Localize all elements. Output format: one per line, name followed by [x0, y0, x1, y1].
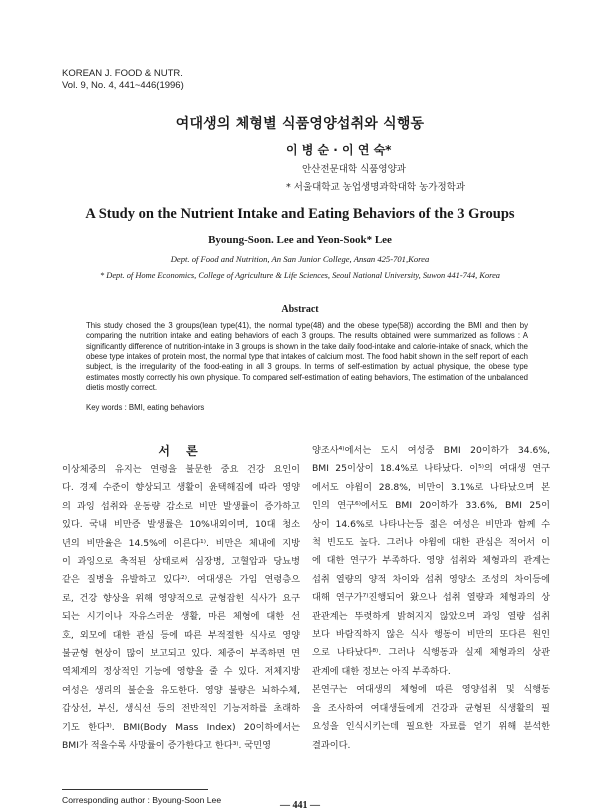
body-line: 양조사⁴⁾에서는 도시 여성중 BMI 20이하가 34.6%,: [312, 445, 550, 456]
affiliation-korean-1: 안산전문대학 식품영양과: [302, 164, 406, 175]
abstract-body: This study chosed the 3 groups(lean type(41), the normal type(48) and the obese type(58)) according the BMI and then by comparing the nutrition intake and eating behaviors of each 3 groups. The results obtained were summarized as follows : A significantly difference of nutrition-intake in 3 groups is shown in the take daily food-intake and calorie-intake of snack, which the obese type intakes of protein most, the normal type that intakes of calcium most. The food habit shown in the self report of each subject, is the irregularity of the food-eating in all 3 groups. In terms of self-estimation by actual physique, the obese type estimates mostly correctly his own physique. To compared self-estimation of eating behaviors, The estimation of the unbalanced dietis mostly correct.: [86, 321, 528, 393]
page-number: — 441 —: [280, 800, 320, 811]
body-line: 불균형 현상이 많이 보고되고 있다. 체중이 부족하면 면: [62, 648, 300, 660]
body-line: 역체계의 정상적인 기능에 영향을 줄 수 있다. 저체지방: [62, 666, 300, 678]
journal-name: KOREAN J. FOOD & NUTR.: [62, 68, 183, 79]
section-title-introduction: 서 론: [158, 444, 204, 458]
title-korean: 여대생의 체형별 식품영양섭취와 식행동: [175, 116, 425, 132]
body-line: 섭취 열량의 양적 차이와 섭취 영양소 조성의 차이등에: [312, 573, 550, 585]
body-line: 에 대한 연구가 부족하다. 영양 섭취와 체형과의 관계는: [312, 555, 550, 567]
body-line: 의 과잉 섭취와 운동량 감소로 비만 발생률이 증가하고: [62, 500, 300, 512]
authors-korean: 이 병 순 · 이 연 숙*: [286, 143, 392, 157]
affiliation-english-2: * Dept. of Home Economics, College of Agriculture & Life Sciences, Seoul National University, Suwon 441-744, Korea: [99, 271, 500, 280]
journal-header: [62, 68, 184, 92]
body-line: 으로 나타났다⁸⁾. 그러나 식행동과 실제 체형과의 상관: [312, 647, 550, 659]
body-column-right: [312, 442, 550, 755]
body-line: 대해 연구가⁷⁾진행되어 왔으나 섭취 열량과 체형과의 상: [312, 592, 550, 604]
body-line: 다. 경제 수준이 향상되고 생활이 윤택해짐에 따라 영양: [62, 482, 300, 494]
corresponding-author: Corresponding author : Byoung-Soon Lee: [62, 795, 222, 805]
body-line: 에서도 야윔이 28.8%, 비만이 3.1%로 나타났으며 본: [312, 481, 550, 493]
authors-english: Byoung-Soon. Lee and Yeon-Sook* Lee: [208, 234, 392, 246]
keywords: Key words : BMI, eating behaviors: [86, 403, 205, 412]
body-line: 기도 한다³⁾. BMI(Body Mass Index) 20이하에서는: [62, 721, 300, 733]
body-line: 본연구는 여대생의 체형에 따른 영양섭취 및 식행동: [312, 684, 550, 696]
body-line: 이 과잉으로 축적된 상태로써 심장병, 고혈압과 당뇨병: [62, 556, 300, 568]
body-line: 척 빈도도 높다. 그러나 야윔에 대한 관심은 적어서 이: [312, 537, 550, 549]
body-line: 년의 비만율은 14.5%에 이른다¹⁾. 비만은 체내에 지방: [62, 537, 300, 549]
body-line: 갑상선, 부신, 생식선 등의 전반적인 기능저하를 초래하: [62, 703, 300, 715]
body-line: 을 조사하여 여대생들에게 건강과 균형된 식생활의 필: [312, 702, 550, 714]
body-line: BMI 25이상이 18.4%로 나타났다. 이⁵⁾의 여대생 연구: [312, 463, 550, 475]
title-english: A Study on the Nutrient Intake and Eating Behaviors of the 3 Groups: [85, 206, 515, 222]
body-line: 관계에 대한 정보는 아직 부족하다.: [312, 665, 451, 677]
body-line: 결과이다.: [312, 739, 351, 751]
body-line: 상이 14.6%로 나타나는등 젊은 여성은 비만과 함께 수: [312, 518, 550, 530]
body-line: 되는 시기이나 자유스러운 생활, 마른 체형에 대한 선: [62, 611, 300, 623]
body-line: BMI가 적을수록 사망률이 증가한다고 한다³⁾. 국민영: [62, 740, 272, 752]
journal-volume: Vol. 9, No. 4, 441~446(1996): [62, 80, 184, 91]
footnote-rule: [62, 789, 208, 790]
body-line: 같은 질병을 유발하고 있다²⁾. 여대생은 가임 연령층으: [62, 574, 300, 586]
body-column-left: [62, 461, 300, 756]
body-line: 보다 바람직하지 않은 식사 행동이 비만의 또다른 원인: [312, 629, 550, 641]
body-line: 여성은 생리의 불순을 유도한다. 영양 불량은 뇌하수체,: [62, 684, 300, 696]
body-line: 인의 연구⁶⁾에서도 BMI 20이하가 33.6%, BMI 25이: [312, 500, 550, 512]
body-line: 관관계는 뚜렷하게 밝혀지지 않았으며 과잉 열량 섭취: [312, 610, 550, 622]
body-line: 호, 외모에 대한 관심 등에 따른 부적절한 식사로 영양: [62, 629, 300, 641]
body-line: 이상체중의 유지는 연령을 불문한 중요 건강 요인이: [62, 464, 300, 475]
body-line: 로, 건강 향상을 위해 영양적으로 균형잡힌 식사가 요구: [62, 592, 300, 604]
affiliation-english-1: Dept. of Food and Nutrition, An San Junior College, Ansan 425-701,Korea: [170, 254, 430, 264]
body-line: 요성을 인식시키는데 필요한 자료를 얻기 위해 분석한: [312, 721, 550, 733]
abstract-heading: Abstract: [281, 304, 319, 315]
affiliation-korean-2: * 서울대학교 농업생명과학대학 농가정학과: [286, 182, 465, 193]
body-line: 있다. 국내 비만증 발생률은 10%내외이며, 10대 청소: [62, 519, 300, 531]
